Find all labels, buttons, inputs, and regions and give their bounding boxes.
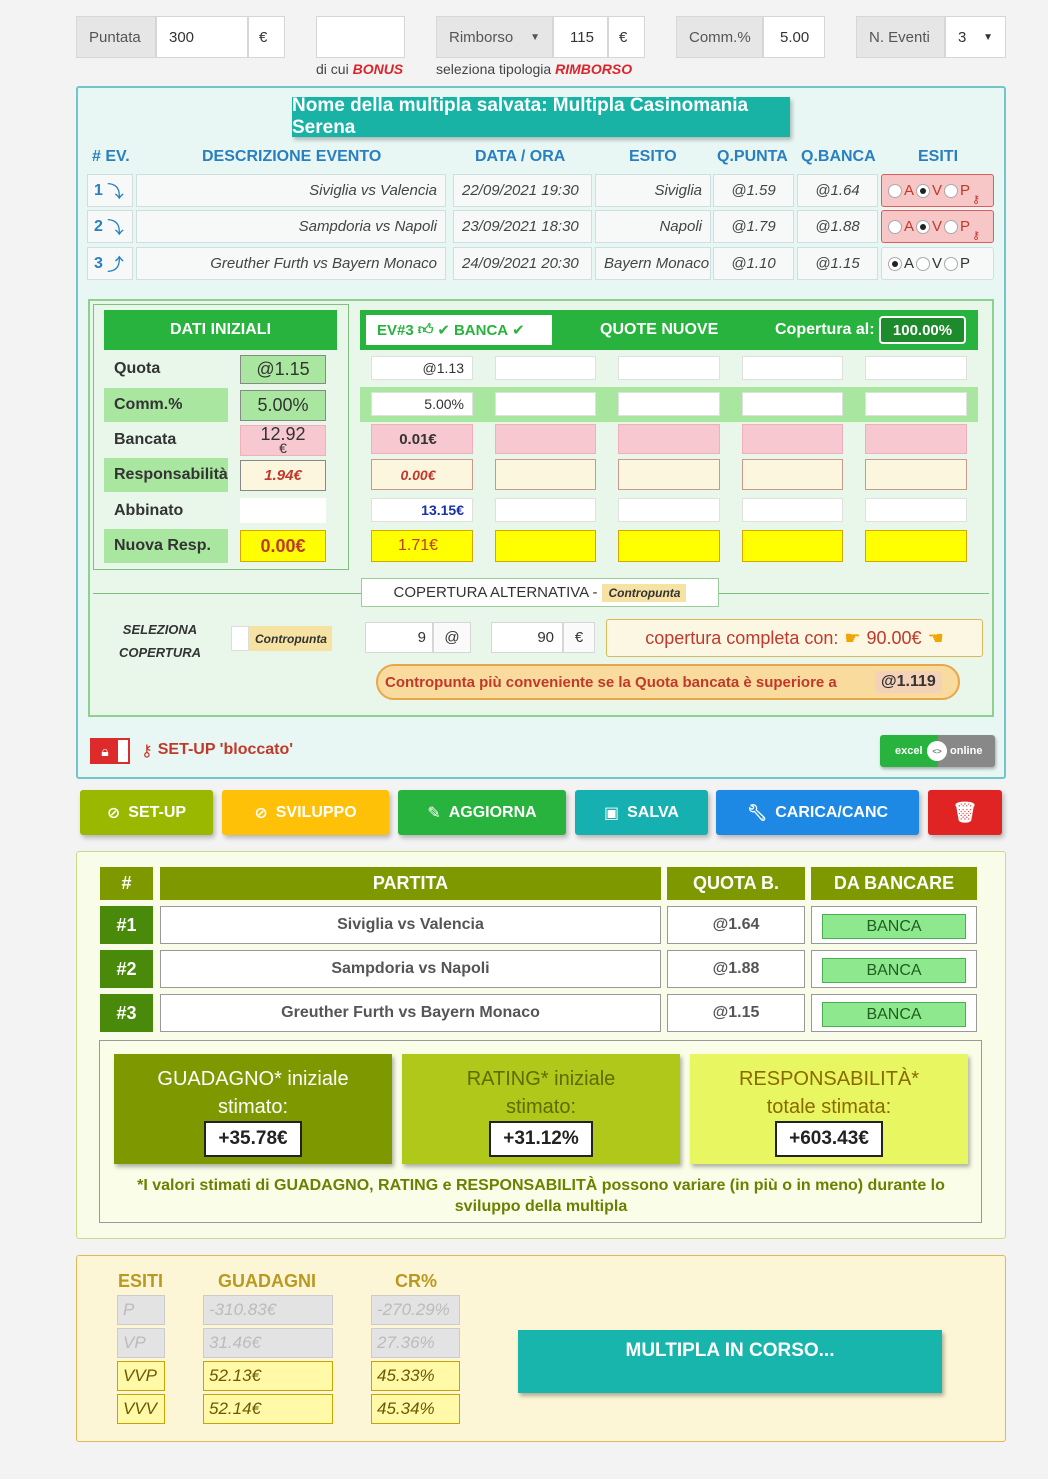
contropunta-tag: Contropunta xyxy=(602,584,686,602)
choice-v: V xyxy=(932,182,943,199)
copertura-alternativa-text: COPERTURA ALTERNATIVA - xyxy=(393,584,598,601)
puntata-label: Puntata xyxy=(76,16,156,58)
radio-p[interactable] xyxy=(944,184,958,198)
rimborso-currency: € xyxy=(608,16,645,58)
header-esiti: ESITI xyxy=(918,148,959,165)
rimborso-group xyxy=(436,16,645,58)
bonus-input[interactable] xyxy=(316,16,405,58)
thumbs-up-icon: 👍︎ xyxy=(417,321,434,338)
setup-button-label: SET-UP xyxy=(128,803,187,821)
radio-v[interactable] xyxy=(916,184,930,198)
salva-button-label: SALVA xyxy=(627,803,679,821)
arrow-down-icon: ⤵ xyxy=(107,220,124,237)
new-quota-cell[interactable] xyxy=(742,356,843,380)
radio-a[interactable] xyxy=(888,220,902,234)
event-qbanca[interactable]: @1.88 xyxy=(797,210,878,243)
row-num: #1 xyxy=(100,906,153,944)
eventi-value: 3 xyxy=(958,28,967,46)
contropunta-conveniente-value: @1.119 xyxy=(875,671,942,693)
new-resp-cell xyxy=(495,459,596,490)
rimborso-word: RIMBORSO xyxy=(555,61,633,77)
contropunta-conveniente-box xyxy=(376,664,960,700)
new-abbinato-cell xyxy=(618,498,720,522)
table-header-partita: PARTITA xyxy=(160,867,661,900)
new-nuova-resp-cell xyxy=(618,530,720,562)
ev-label: EV#3 xyxy=(377,321,414,339)
resp-label: Responsabilità xyxy=(104,458,228,492)
row-num: #3 xyxy=(100,994,153,1032)
bancata-value xyxy=(240,425,326,456)
radio-p[interactable] xyxy=(944,257,958,271)
event-number[interactable] xyxy=(87,174,133,207)
new-comm-cell[interactable] xyxy=(865,392,967,416)
copertura-label: Copertura al: xyxy=(775,321,875,338)
online-label: online xyxy=(938,735,996,767)
rimborso-input[interactable]: 115 xyxy=(553,16,608,58)
row-num: #2 xyxy=(100,950,153,988)
esito-cr: -270.29% xyxy=(371,1295,460,1325)
banca-button[interactable]: BANCA xyxy=(822,914,966,939)
esito-code: VVP xyxy=(117,1361,165,1391)
event-date[interactable]: 22/09/2021 19:30 xyxy=(453,174,592,207)
guadagno-title: GUADAGNO* iniziale xyxy=(157,1068,349,1090)
new-bancata-cell xyxy=(495,424,596,454)
dati-iniziali-header: DATI INIZIALI xyxy=(104,310,337,350)
guadagno-subtitle: stimato: xyxy=(217,1096,289,1118)
new-comm-cell[interactable] xyxy=(495,392,596,416)
toggle-switch-icon: <> xyxy=(927,741,947,761)
new-resp-cell: 0.00€ xyxy=(371,459,473,490)
new-abbinato-cell xyxy=(495,498,596,522)
row-partita: Greuther Furth vs Bayern Monaco xyxy=(160,994,661,1032)
comm-input[interactable]: 5.00 xyxy=(763,16,825,58)
eventi-group xyxy=(856,16,1006,58)
at-addon: @ xyxy=(433,622,471,653)
carica-button-label: CARICA/CANC xyxy=(775,803,889,821)
row-quota: @1.15 xyxy=(667,994,805,1032)
new-nuova-resp-cell xyxy=(742,530,843,562)
nuova-resp-value: 0.00€ xyxy=(240,530,326,562)
contropunta-toggle[interactable] xyxy=(231,626,332,651)
quota-label: Quota xyxy=(114,360,161,377)
choice-p: P xyxy=(960,218,971,235)
new-quota-cell[interactable] xyxy=(495,356,596,380)
event-qpunta[interactable]: @1.59 xyxy=(713,174,794,207)
cr-header: CR% xyxy=(395,1271,438,1291)
radio-a[interactable] xyxy=(888,184,902,198)
header-ev: # EV. xyxy=(92,148,130,165)
event-desc[interactable]: Sampdoria vs Napoli xyxy=(136,210,446,243)
table-header-bancare: DA BANCARE xyxy=(811,867,977,900)
bancata-label: Bancata xyxy=(114,431,177,448)
rating-value: +31.12% xyxy=(489,1121,593,1157)
carica-button[interactable] xyxy=(716,790,919,835)
key-icon: ⚷ xyxy=(141,743,153,760)
responsabilita-card xyxy=(690,1054,968,1164)
event-qpunta[interactable]: @1.79 xyxy=(713,210,794,243)
excel-label: excel xyxy=(880,735,938,767)
setup-button[interactable] xyxy=(80,790,213,835)
event-number[interactable] xyxy=(87,247,133,280)
contropunta-odds-input[interactable]: 90 xyxy=(491,622,563,653)
choice-p: P xyxy=(960,182,971,199)
hand-left-icon: ☚ xyxy=(927,627,944,648)
rimborso-caption-text: seleziona tipologia xyxy=(436,61,552,77)
choice-v: V xyxy=(932,255,943,272)
rimborso-select[interactable] xyxy=(436,16,553,58)
toggle-knob xyxy=(231,626,249,651)
esito-code: VP xyxy=(117,1328,165,1358)
esito-code: P xyxy=(117,1295,165,1325)
lock-icon: 🔒︎ xyxy=(92,740,118,762)
bancata-amount: 12.92 xyxy=(260,423,306,444)
esito-guadagno: 52.14€ xyxy=(203,1394,333,1424)
caret-down-icon: ▼ xyxy=(530,31,540,43)
puntata-group xyxy=(76,16,285,58)
radio-v[interactable] xyxy=(916,257,930,271)
rating-card xyxy=(402,1054,680,1164)
bonus-caption xyxy=(316,61,403,77)
comm-label-dati: Comm.% xyxy=(104,388,228,422)
key-icon: ⚷ xyxy=(972,194,981,206)
esito-cr: 45.34% xyxy=(371,1394,460,1424)
copertura-completa-box xyxy=(606,619,983,657)
rating-title: RATING* iniziale xyxy=(466,1068,616,1090)
lock-toggle[interactable] xyxy=(90,738,130,764)
new-resp-cell xyxy=(742,459,843,490)
choice-v: V xyxy=(932,218,943,235)
excel-online-toggle[interactable] xyxy=(880,735,995,767)
banca-button[interactable]: BANCA xyxy=(822,958,966,983)
abbinato-value xyxy=(240,498,326,523)
bonus-word: BONUS xyxy=(352,61,404,77)
sviluppo-button[interactable] xyxy=(222,790,389,835)
header-data: DATA / ORA xyxy=(475,148,566,165)
event-num-text: 2 xyxy=(94,217,103,235)
euro-addon: € xyxy=(563,622,595,653)
comm-label: Comm.% xyxy=(676,16,763,58)
save-icon: ▣ xyxy=(604,804,620,822)
eventi-label: N. Eventi xyxy=(856,16,945,58)
wrench-icon: 🔧︎ xyxy=(746,804,768,822)
contropunta-odds-group xyxy=(491,622,595,653)
guadagni-header: GUADAGNI xyxy=(218,1271,316,1291)
rimborso-caption xyxy=(436,61,632,77)
new-bancata-cell xyxy=(618,424,720,454)
nuova-resp-label: Nuova Resp. xyxy=(104,529,228,563)
contropunta-stake-input[interactable]: 9 xyxy=(365,622,433,653)
new-bancata-cell: 0.01€ xyxy=(371,424,473,454)
header-qbanca: Q.BANCA xyxy=(801,148,876,165)
event-date[interactable]: 24/09/2021 20:30 xyxy=(453,247,592,280)
copertura-completa-label: copertura completa con: xyxy=(645,627,839,648)
puntata-input[interactable]: 300 xyxy=(156,16,248,58)
event-qbanca[interactable]: @1.64 xyxy=(797,174,878,207)
table-header-num: # xyxy=(100,867,153,900)
event-desc[interactable]: Greuther Furth vs Bayern Monaco xyxy=(136,247,446,280)
key-icon: ⚷ xyxy=(972,230,981,242)
bancata-unit: € xyxy=(279,439,287,456)
guadagno-value: +35.78€ xyxy=(204,1121,301,1157)
eventi-select[interactable] xyxy=(945,16,1006,58)
hand-right-icon: ☛ xyxy=(844,627,861,648)
new-bancata-cell xyxy=(865,424,967,454)
event-esiti[interactable] xyxy=(881,210,994,243)
esito-guadagno: 31.46€ xyxy=(203,1328,333,1358)
quota-value: @1.15 xyxy=(240,355,326,384)
table-header-quota: QUOTA B. xyxy=(667,867,805,900)
new-comm-cell[interactable] xyxy=(618,392,720,416)
bonus-caption-text: di cui xyxy=(316,61,349,77)
event-qbanca[interactable]: @1.15 xyxy=(797,247,878,280)
copertura-text: COPERTURA xyxy=(118,645,202,660)
new-comm-cell[interactable] xyxy=(742,392,843,416)
resp-value: 1.94€ xyxy=(240,460,326,491)
delete-button[interactable] xyxy=(928,790,1002,835)
caret-down-icon: ▼ xyxy=(983,31,993,43)
event-desc[interactable]: Siviglia vs Valencia xyxy=(136,174,446,207)
sviluppo-button-label: SVILUPPO xyxy=(275,803,357,821)
event-esito[interactable]: Bayern Monaco xyxy=(595,247,711,280)
new-nuova-resp-cell xyxy=(495,530,596,562)
eye-slash-icon: ⊘ xyxy=(254,804,268,822)
event-esiti[interactable] xyxy=(881,247,994,280)
responsabilita-subtitle: totale stimata: xyxy=(766,1096,892,1118)
header-qpunta: Q.PUNTA xyxy=(717,148,788,165)
choice-a: A xyxy=(904,255,915,272)
new-abbinato-cell xyxy=(742,498,843,522)
banca-button[interactable]: BANCA xyxy=(822,1002,966,1027)
banca-label: BANCA xyxy=(453,321,509,339)
row-partita: Siviglia vs Valencia xyxy=(160,906,661,944)
comm-value-dati: 5.00% xyxy=(240,390,326,421)
comm-group xyxy=(676,16,825,58)
radio-v[interactable] xyxy=(916,220,930,234)
contropunta-stake-group xyxy=(365,622,471,653)
new-resp-cell xyxy=(865,459,967,490)
header-esito: ESITO xyxy=(629,148,677,165)
row-quota: @1.64 xyxy=(667,906,805,944)
guadagno-card xyxy=(114,1054,392,1164)
check-icon: ✔ xyxy=(512,322,525,339)
esiti-header: ESITI xyxy=(118,1271,164,1291)
responsabilita-value: +603.43€ xyxy=(775,1121,883,1157)
multipla-title: Nome della multipla salvata: Multipla Casinomania Serena xyxy=(292,97,790,137)
event-num-text: 3 xyxy=(94,254,103,272)
radio-a[interactable] xyxy=(888,257,902,271)
esito-cr: 45.33% xyxy=(371,1361,460,1391)
new-abbinato-cell xyxy=(865,498,967,522)
event-esito[interactable]: Siviglia xyxy=(595,174,711,207)
ev-banca-badge[interactable] xyxy=(366,315,552,345)
new-quota-cell[interactable] xyxy=(865,356,967,380)
rating-subtitle: stimato: xyxy=(505,1096,577,1118)
event-esito[interactable]: Napoli xyxy=(595,210,711,243)
event-esiti[interactable] xyxy=(881,174,994,207)
arrow-down-icon: ⤵ xyxy=(107,184,124,201)
choice-a: A xyxy=(904,218,915,235)
new-nuova-resp-cell xyxy=(865,530,967,562)
esito-code: VVV xyxy=(117,1394,165,1424)
event-num-text: 1 xyxy=(94,181,103,199)
event-qpunta[interactable]: @1.10 xyxy=(713,247,794,280)
edit-icon: ✎ xyxy=(427,804,441,822)
esito-guadagno: -310.83€ xyxy=(203,1295,333,1325)
header-descrizione: DESCRIZIONE EVENTO xyxy=(202,148,382,165)
responsabilita-title: RESPONSABILITÀ* xyxy=(738,1068,920,1090)
event-number[interactable] xyxy=(87,210,133,243)
trash-icon: 🗑︎ xyxy=(952,802,978,824)
new-quota-cell[interactable] xyxy=(618,356,720,380)
esito-guadagno: 52.13€ xyxy=(203,1361,333,1391)
new-bancata-cell xyxy=(742,424,843,454)
new-nuova-resp-cell: 1.71€ xyxy=(371,530,473,562)
abbinato-label: Abbinato xyxy=(114,502,184,519)
new-quota-input[interactable]: @1.13 xyxy=(371,356,473,380)
new-abbinato-cell: 13.15€ xyxy=(371,498,473,522)
choice-p: P xyxy=(960,255,971,272)
row-partita: Sampdoria vs Napoli xyxy=(160,950,661,988)
quote-nuove-title: QUOTE NUOVE xyxy=(600,321,719,338)
new-resp-cell xyxy=(618,459,720,490)
aggiorna-button-label: AGGIORNA xyxy=(448,803,537,821)
seleziona-text: SELEZIONA xyxy=(122,622,198,637)
eye-slash-icon: ⊘ xyxy=(106,804,121,822)
row-quota: @1.88 xyxy=(667,950,805,988)
setup-lock-text: SET-UP 'bloccato' xyxy=(157,741,294,758)
salva-button[interactable] xyxy=(575,790,708,835)
contropunta-conveniente-text: Contropunta più conveniente se la Quota bancata è superiore a xyxy=(385,673,837,691)
copertura-alternativa-label xyxy=(361,578,719,607)
esito-cr: 27.36% xyxy=(371,1328,460,1358)
contropunta-toggle-label: Contropunta xyxy=(255,631,327,646)
multipla-status-button[interactable]: MULTIPLA IN CORSO... xyxy=(518,1330,942,1393)
event-date[interactable]: 23/09/2021 18:30 xyxy=(453,210,592,243)
choice-a: A xyxy=(904,182,915,199)
radio-p[interactable] xyxy=(944,220,958,234)
puntata-currency: € xyxy=(248,16,285,58)
arrow-up-icon: ⤴ xyxy=(107,257,124,274)
new-comm-input[interactable]: 5.00% xyxy=(371,392,473,416)
stime-note: *I valori stimati di GUADAGNO, RATING e RESPONSABILITÀ possono variare (in più o in meno) durante lo sviluppo della multipla xyxy=(137,1177,945,1215)
seleziona-label xyxy=(110,618,210,664)
rimborso-label: Rimborso xyxy=(449,28,514,46)
copertura-value: 100.00% xyxy=(879,316,966,344)
copertura-completa-value: 90.00€ xyxy=(866,627,922,648)
aggiorna-button[interactable] xyxy=(398,790,566,835)
setup-lock-status xyxy=(141,741,293,761)
check-icon: ✔ xyxy=(437,322,450,339)
